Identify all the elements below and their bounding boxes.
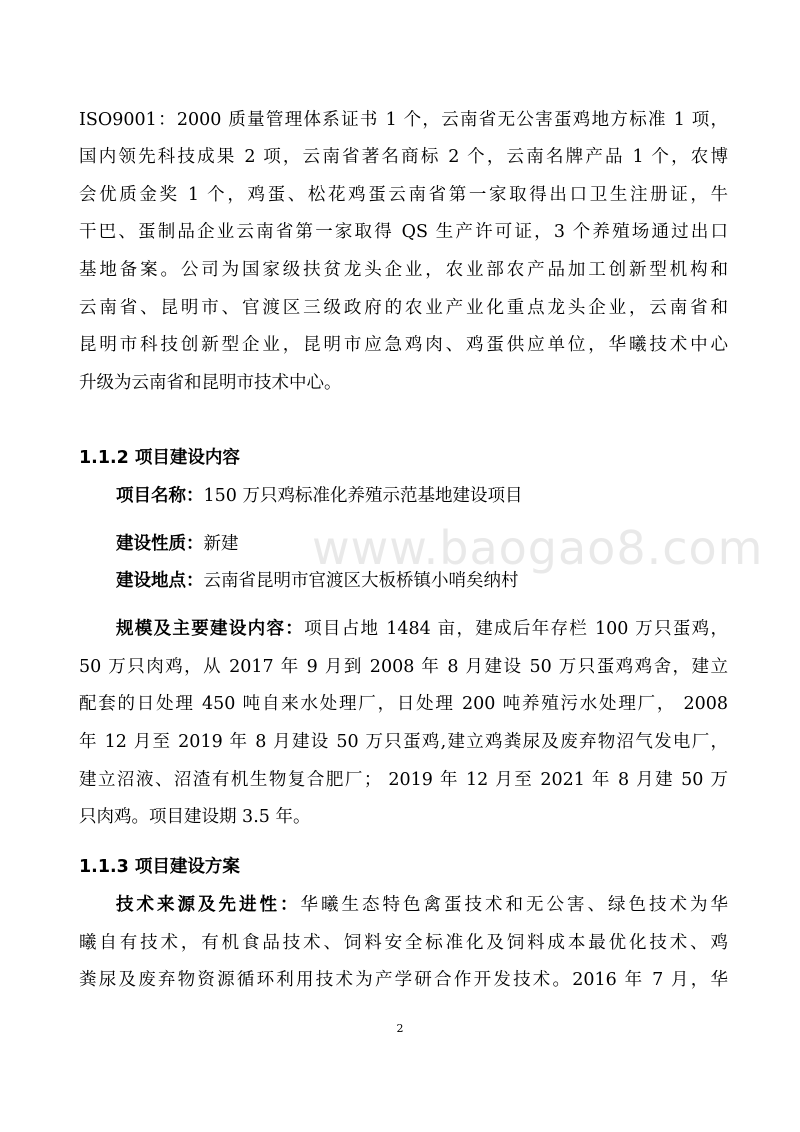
paragraph-line: 升级为云南省和昆明市技术中心。 (79, 373, 342, 393)
scale-line (116, 617, 728, 641)
paragraph-line: ISO9001：2000 质量管理体系证书 1 个，云南省无公害蛋鸡地方标准 1 项， (79, 110, 728, 130)
paragraph-line: 云南省、昆明市、官渡区三级政府的农业产业化重点龙头企业，云南省和 (79, 298, 728, 318)
construction-nature-label: 建设性质： (116, 534, 204, 554)
paragraph-line: 干巴、蛋制品企业云南省第一家取得 QS 生产许可证，3 个养殖场通过出口 (79, 222, 728, 242)
construction-location-label: 建设地点： (116, 571, 204, 591)
paragraph-line: 昆明市科技创新型企业，昆明市应急鸡肉、鸡蛋供应单位，华曦技术中心 (79, 335, 728, 355)
paragraph-line: 年 12 月至 2019 年 8 月建设 50 万只蛋鸡,建立鸡粪尿及废弃物沼气发电厂， (79, 732, 728, 752)
scale-label: 规模及主要建设内容： (116, 619, 305, 639)
paragraph-line: 粪尿及废弃物资源循环利用技术为产学研合作开发技术。2016 年 7 月，华 (79, 970, 728, 990)
paragraph-line: 建立沼液、沼渣有机生物复合肥厂； 2019 年 12 月至 2021 年 8 月建 50 万 (79, 770, 728, 790)
project-name-label: 项目名称： (116, 486, 204, 506)
project-name-value: 150 万只鸡标准化养殖示范基地建设项目 (203, 486, 523, 506)
section-heading: 1.1.3 项目建设方案 (79, 857, 240, 877)
paragraph-line: 曦自有技术，有机食品技术、饲料安全标准化及饲料成本最优化技术、鸡 (79, 933, 728, 953)
paragraph-line: 国内领先科技成果 2 项，云南省著名商标 2 个，云南名牌产品 1 个，农博 (79, 147, 728, 167)
scale-first-text: 项目占地 1484 亩，建成后年存栏 100 万只蛋鸡， (304, 619, 728, 639)
tech-source-first-text: 华曦生态特色禽蛋技术和无公害、绿色技术为华 (300, 895, 728, 915)
paragraph-line: 配套的日处理 450 吨自来水处理厂，日处理 200 吨养殖污水处理厂， 2008 (79, 694, 728, 714)
section-heading: 1.1.2 项目建设内容 (79, 448, 240, 468)
construction-location-value: 云南省昆明市官渡区大板桥镇小哨矣纳村 (203, 571, 519, 591)
paragraph-line: 会优质金奖 1 个，鸡蛋、松花鸡蛋云南省第一家取得出口卫生注册证，牛 (79, 185, 728, 205)
watermark: www.baogao8.com (312, 521, 764, 575)
paragraph-line: 基地备案。公司为国家级扶贫龙头企业，农业部农产品加工创新型机构和 (79, 260, 728, 280)
construction-nature-line (116, 532, 728, 556)
paragraph-line: 只肉鸡。项目建设期 3.5 年。 (79, 807, 311, 827)
paragraph-line: 50 万只肉鸡，从 2017 年 9 月到 2008 年 8 月建设 50 万只蛋鸡鸡舍，建立 (79, 657, 728, 677)
construction-nature-value: 新建 (203, 534, 239, 554)
construction-location-line (116, 569, 728, 593)
page-number: 2 (396, 1022, 404, 1035)
tech-source-line (116, 893, 728, 917)
project-name-line (116, 484, 728, 508)
tech-source-label: 技术来源及先进性： (116, 895, 301, 915)
